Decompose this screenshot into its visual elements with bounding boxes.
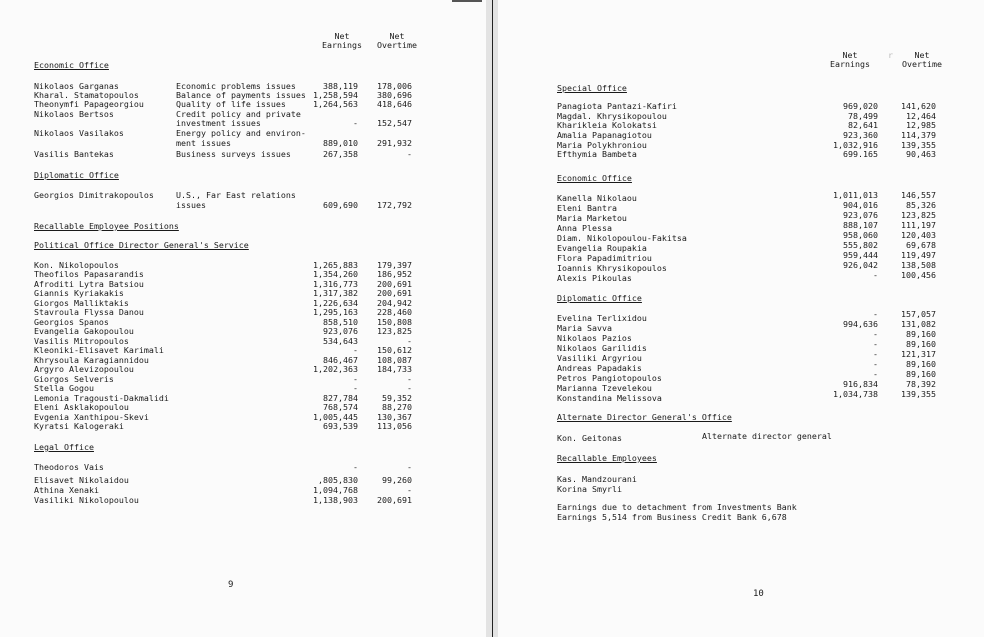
net-earnings-value: - [873,369,878,379]
net-overtime-value: 200,691 [377,279,412,289]
employee-name: Flora Papadimitriou [557,253,652,263]
net-overtime-value: 120,403 [901,230,936,240]
net-earnings-value: 768,574 [323,402,358,412]
net-earnings-value: 926,042 [843,260,878,270]
employee-role: Quality of life issues [176,99,286,109]
net-earnings-value: - [353,383,358,393]
net-earnings-value: 1,295,163 [313,307,358,317]
net-earnings-value: 846,467 [323,355,358,365]
employee-name: Magdal. Khrysikopoulou [557,111,667,121]
employee-name: Georgios Spanos [34,317,109,327]
right-earnings-header [826,51,874,69]
employee-name: Kharikleia Kolokatsi [557,120,657,130]
net-overtime-value: 186,952 [377,269,412,279]
net-overtime-value: 69,678 [906,240,936,250]
net-earnings-value: 1,034,738 [833,389,878,399]
left-page [0,0,486,637]
employee-name: Amalia Papanagiotou [557,130,652,140]
employee-role: Alternate director general [702,431,832,441]
employee-name: Vasiliki Nikolopoulou [34,495,139,505]
net-earnings-value: 78,499 [848,111,878,121]
employee-name: Panagiota Pantazi-Kafiri [557,101,677,111]
net-earnings-value: - [873,329,878,339]
left-economic-office-title: Economic Office [34,60,109,70]
right-page [498,0,984,637]
net-earnings-value: 534,643 [323,336,358,346]
employee-role: Balance of payments issues [176,90,306,100]
net-overtime-value: 108,087 [377,355,412,365]
employee-name: Kharal. Stamatopoulos [34,90,139,100]
employee-role: Energy policy and environ- [176,128,306,138]
page-number-right: 10 [753,589,764,599]
net-overtime-value: 146,557 [901,190,936,200]
net-overtime-value: 89,160 [906,359,936,369]
employee-name: Nikolaos Pazios [557,333,632,343]
net-earnings-value: 555,802 [843,240,878,250]
employee-name: Eleni Asklakopoulou [34,402,129,412]
employee-name: Vasilis Bantekas [34,149,114,159]
net-overtime-value: 123,825 [901,210,936,220]
net-overtime-value: - [407,462,412,472]
net-earnings-value: 923,076 [323,326,358,336]
employee-name: Evangelia Gakopoulou [34,326,134,336]
net-overtime-value: 89,160 [906,339,936,349]
net-overtime-value: 59,352 [382,393,412,403]
left-earnings-header [318,32,366,50]
net-overtime-value: 204,942 [377,298,412,308]
employee-name: Marianna Tzevelekou [557,383,652,393]
net-earnings-value: 827,784 [323,393,358,403]
employee-name: Korina Smyrli [557,484,622,494]
net-overtime-value: - [407,485,412,495]
net-overtime-value: 113,056 [377,421,412,431]
employee-name: Athina Xenaki [34,485,99,495]
alternate-director-title: Alternate Director General's Office [557,412,732,422]
net-overtime-value: 139,355 [901,140,936,150]
employee-name: Argyro Alevizopoulou [34,364,134,374]
employee-name: Kas. Mandzourani [557,474,637,484]
net-earnings-value: - [873,359,878,369]
net-earnings-value: 1,005,445 [313,412,358,422]
employee-name: Theonymfi Papageorgiou [34,99,144,109]
net-overtime-value: 228,460 [377,307,412,317]
net-overtime-value: 172,792 [377,200,412,210]
net-overtime-value: 90,463 [906,149,936,159]
employee-name: Ioannis Khrysikopoulos [557,263,667,273]
net-earnings-value: 82,641 [848,120,878,130]
net-earnings-value: 388,119 [323,81,358,91]
net-overtime-value: 418,646 [377,99,412,109]
net-earnings-value: 904,016 [843,200,878,210]
left-overtime-header-line1: Net [389,31,405,41]
net-earnings-value: 969,020 [843,101,878,111]
net-overtime-value: 150,808 [377,317,412,327]
employee-name: Evangelia Roupakia [557,243,647,253]
net-earnings-value: 916,834 [843,379,878,389]
employee-name: Andreas Papadakis [557,363,642,373]
employee-name: Evelina Terlixidou [557,313,647,323]
net-earnings-value: 958,060 [843,230,878,240]
legal-office-title: Legal Office [34,442,94,452]
net-earnings-value: 1,094,768 [313,485,358,495]
employee-name: Lemonia Tragousti-Dakmalidi [34,393,169,403]
net-earnings-value: - [353,345,358,355]
political-office-title: Political Office Director General's Service [34,240,249,250]
net-earnings-value: 923,360 [843,130,878,140]
employee-name: Khrysoula Karagiannidou [34,355,149,365]
employee-name: Elisavet Nikolaidou [34,475,129,485]
net-overtime-value: 291,932 [377,138,412,148]
left-earnings-header-line1: Net [334,31,350,41]
employee-role-cont: investment issues [176,118,261,128]
employee-name: Kleoniki-Elisavet Karimali [34,345,164,355]
net-overtime-value: 130,367 [377,412,412,422]
net-overtime-value: - [407,149,412,159]
net-overtime-value: - [407,383,412,393]
employee-role: Economic problems issues [176,81,296,91]
net-overtime-value: - [407,336,412,346]
page-number-left: 9 [228,580,234,590]
employee-name: Anna Plessa [557,223,612,233]
net-overtime-value: 123,825 [377,326,412,336]
net-earnings-value: 1,258,594 [313,90,358,100]
net-overtime-value: 111,197 [901,220,936,230]
net-earnings-value: 959,444 [843,250,878,260]
employee-name: Stella Gogou [34,383,94,393]
net-overtime-value: 131,082 [901,319,936,329]
net-overtime-value: 78,392 [906,379,936,389]
recallable-employees-title: Recallable Employees [557,453,657,463]
employee-name: Efthymia Bambeta [557,149,637,159]
net-earnings-value: 1,317,382 [313,288,358,298]
net-earnings-value: 1,265,883 [313,260,358,270]
net-earnings-value: - [353,374,358,384]
net-earnings-value: 1,226,634 [313,298,358,308]
net-earnings-value: 994,636 [843,319,878,329]
employee-name: Petros Pangiotopoulos [557,373,662,383]
net-earnings-value: - [353,462,358,472]
net-overtime-value: 184,733 [377,364,412,374]
employee-name: Theodoros Vais [34,462,104,472]
net-earnings-value: 923,076 [843,210,878,220]
net-overtime-value: 121,317 [901,349,936,359]
employee-role-cont: ment issues [176,138,231,148]
employee-role: Business surveys issues [176,149,291,159]
net-earnings-value: 267,358 [323,149,358,159]
net-earnings-value: 1,011,013 [833,190,878,200]
left-earnings-header-line2: Earnings [322,40,362,50]
employee-role: U.S., Far East relations [176,190,296,200]
net-earnings-value: ,805,830 [318,475,358,485]
net-overtime-value: 119,497 [901,250,936,260]
net-overtime-value: 100,456 [901,270,936,280]
net-overtime-value: 114,379 [901,130,936,140]
net-earnings-value: 1,032,916 [833,140,878,150]
gutter-line [492,0,493,637]
edge-mark-left [452,0,482,2]
net-earnings-value: 1,354,260 [313,269,358,279]
employee-name: Theofilos Papasarandis [34,269,144,279]
employee-name: Kanella Nikolaou [557,193,637,203]
net-overtime-value: 89,160 [906,369,936,379]
employee-name: Nikolaos Garganas [34,81,119,91]
left-overtime-header [373,32,421,50]
right-earnings-header-line1: Net [842,50,858,60]
net-earnings-value: - [873,339,878,349]
right-overtime-header [896,51,948,69]
net-overtime-value: 139,355 [901,389,936,399]
net-overtime-value: 89,160 [906,329,936,339]
footnote: Earnings due to detachment from Investments Bank [557,502,797,512]
net-overtime-value: 88,270 [382,402,412,412]
net-earnings-value: 609,690 [323,200,358,210]
net-overtime-value: 138,508 [901,260,936,270]
net-earnings-value: - [873,349,878,359]
net-earnings-value: 889,010 [323,138,358,148]
employee-name: Maria Savva [557,323,612,333]
employee-name: Konstandina Melissova [557,393,662,403]
employee-name: Nikolaos Bertsos [34,109,114,119]
employee-name: Maria Polykhroniou [557,140,647,150]
special-office-title: Special Office [557,83,627,93]
net-overtime-value: 200,691 [377,495,412,505]
net-earnings-value: 1,264,563 [313,99,358,109]
net-earnings-value: 1,138,903 [313,495,358,505]
left-diplomatic-office-title: Diplomatic Office [34,170,119,180]
right-overtime-header-line2: Overtime [902,59,942,69]
employee-name: Kon. Geitonas [557,433,622,443]
employee-name: Kon. Nikolopoulos [34,260,119,270]
employee-name: Giorgos Malliktakis [34,298,129,308]
employee-name: Nikolaos Vasilakos [34,128,124,138]
net-overtime-value: 179,397 [377,260,412,270]
employee-name: Giorgos Selveris [34,374,114,384]
employee-name: Vasilis Mitropoulos [34,336,129,346]
net-earnings-value: 1,202,363 [313,364,358,374]
employee-name: Maria Marketou [557,213,627,223]
right-economic-office-title: Economic Office [557,173,632,183]
net-overtime-value: 12,985 [906,120,936,130]
employee-name: Nikolaos Garilidis [557,343,647,353]
net-earnings-value: - [873,309,878,319]
left-overtime-header-line2: Overtime [377,40,417,50]
employee-role: Credit policy and private [176,109,301,119]
net-earnings-value: 858,510 [323,317,358,327]
net-overtime-value: 380,696 [377,90,412,100]
employee-name: Vasiliki Argyriou [557,353,642,363]
employee-name: Georgios Dimitrakopoulos [34,190,154,200]
right-overtime-header-line1: Net [914,50,930,60]
net-overtime-value: 150,612 [377,345,412,355]
net-earnings-value: 693,539 [323,421,358,431]
net-earnings-value: - [873,270,878,280]
net-overtime-value: 141,620 [901,101,936,111]
net-earnings-value: - [353,118,358,128]
net-earnings-value: 1,316,773 [313,279,358,289]
stray-mark: r [888,50,893,60]
net-overtime-value: 99,260 [382,475,412,485]
employee-role-cont: issues [176,200,206,210]
employee-name: Alexis Pikoulas [557,273,632,283]
net-overtime-value: 85,326 [906,200,936,210]
net-earnings-value: 888,107 [843,220,878,230]
employee-name: Giannis Kyriakakis [34,288,124,298]
net-overtime-value: 178,006 [377,81,412,91]
footnote: Earnings 5,514 from Business Credit Bank 6,678 [557,512,787,522]
net-overtime-value: - [407,374,412,384]
employee-name: Diam. Nikolopoulou-Fakitsa [557,233,687,243]
net-overtime-value: 157,057 [901,309,936,319]
employee-name: Afroditi Lytra Batsiou [34,279,144,289]
employee-name: Evgenia Xanthipou-Skevi [34,412,149,422]
recallable-positions-title: Recallable Employee Positions [34,221,179,231]
net-earnings-value: 699.165 [843,149,878,159]
net-overtime-value: 12,464 [906,111,936,121]
net-overtime-value: 200,691 [377,288,412,298]
employee-name: Stavroula Flyssa Danou [34,307,144,317]
right-diplomatic-office-title: Diplomatic Office [557,293,642,303]
right-earnings-header-line2: Earnings [830,59,870,69]
employee-name: Kyratsi Kalogeraki [34,421,124,431]
net-overtime-value: 152,547 [377,118,412,128]
employee-name: Eleni Bantra [557,203,617,213]
